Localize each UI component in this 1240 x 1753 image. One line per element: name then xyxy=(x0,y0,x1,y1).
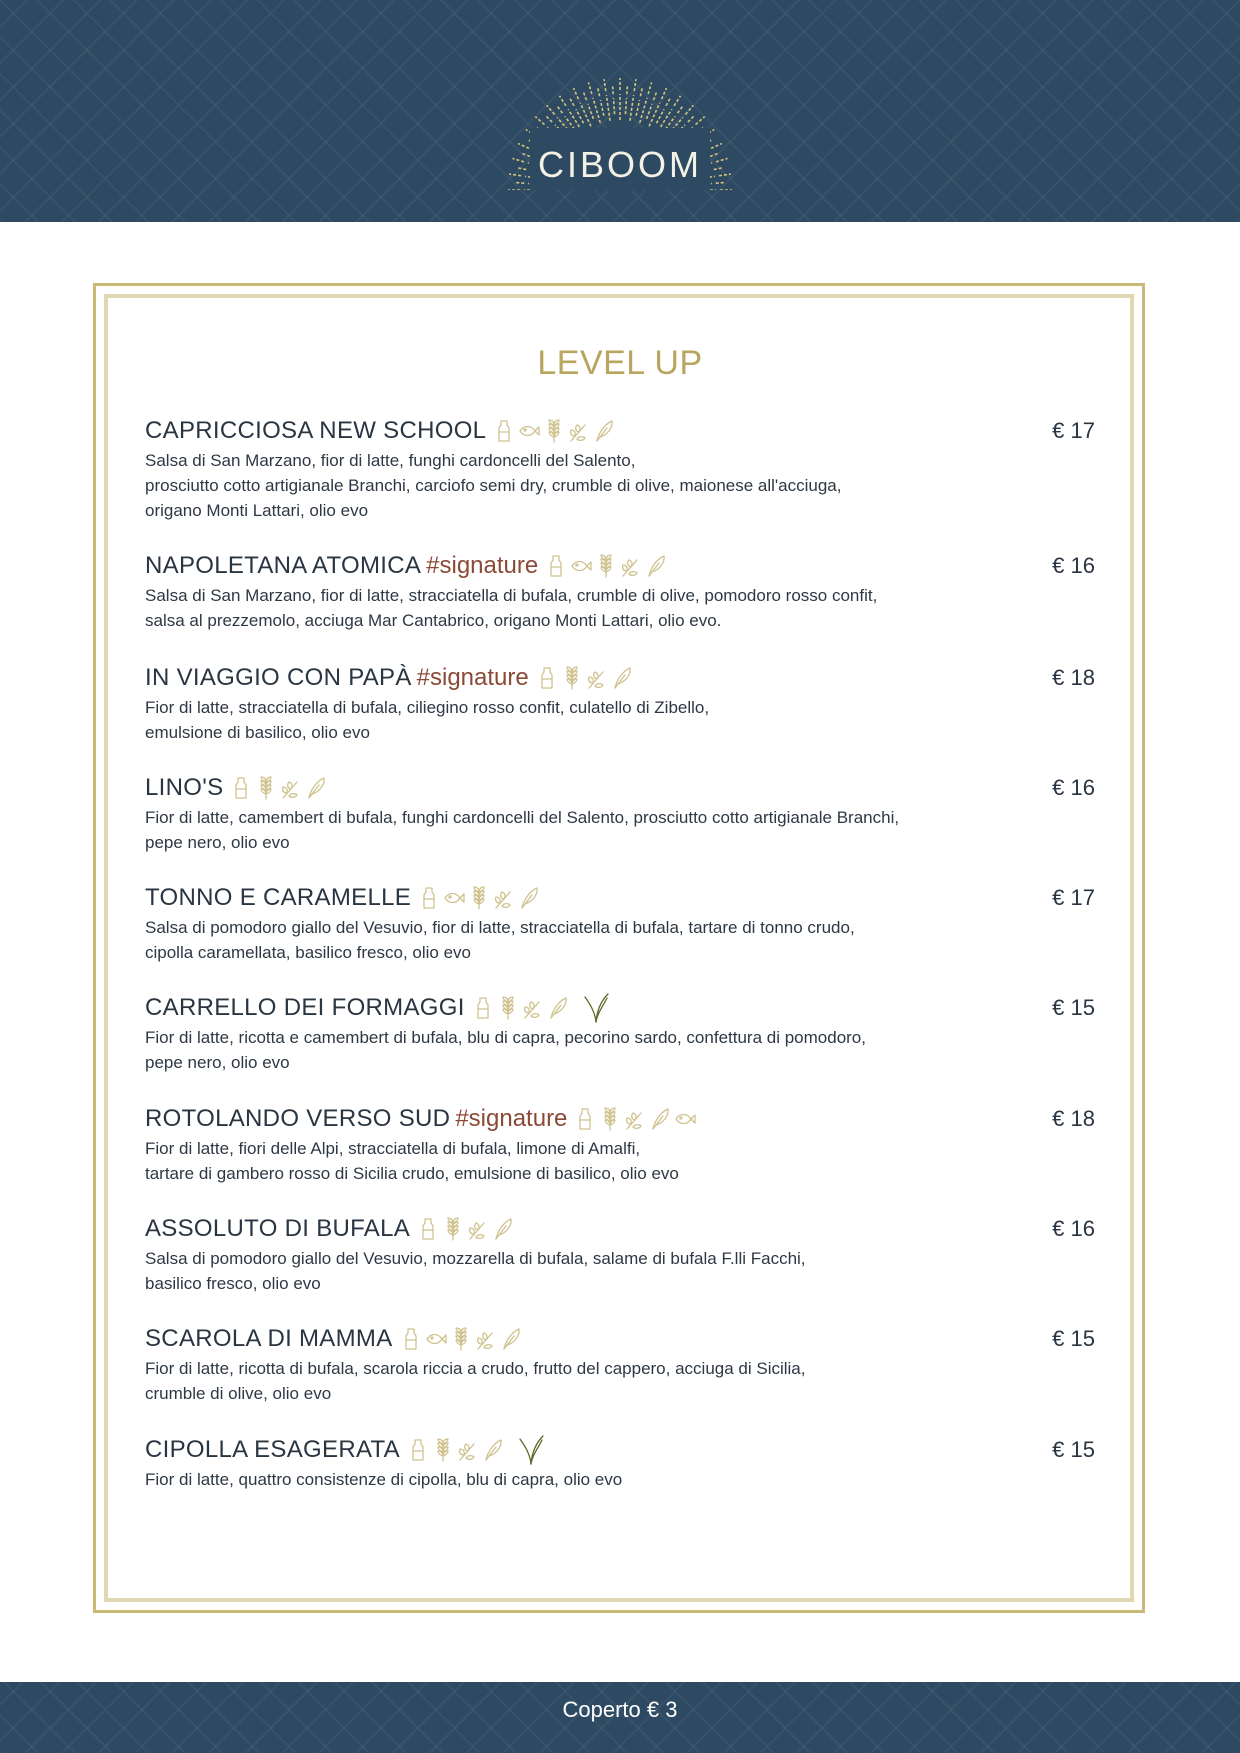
wheat-icon xyxy=(431,1437,455,1463)
menu-item xyxy=(145,881,1095,965)
menu-item-price: € 17 xyxy=(1052,885,1095,910)
fish-icon xyxy=(517,418,541,444)
bottle-icon xyxy=(544,553,568,579)
vegetarian-badge xyxy=(582,992,610,1024)
menu-item-name: CARRELLO DEI FORMAGGI xyxy=(145,994,465,1021)
menu-item xyxy=(145,414,1095,523)
menu-item-description: Salsa di San Marzano, fior di latte, funghi cardoncelli del Salento, prosciutto cotto artigianale Branchi, carciofo semi dry, crumble di olive, maionese all'acciuga, origano Monti Lattari, olio evo xyxy=(145,451,842,520)
menu-item xyxy=(145,1322,1095,1406)
wheat-icon xyxy=(560,665,584,691)
menu-item-description: Fior di latte, ricotta di bufala, scarola riccia a crudo, frutto del cappero, acciuga di Sicilia, crumble di olive, olio evo xyxy=(145,1359,806,1403)
menu-item-price: € 18 xyxy=(1052,1106,1095,1131)
wheat-icon xyxy=(542,418,566,444)
feather-icon xyxy=(517,885,541,911)
fish-icon xyxy=(424,1326,448,1352)
allergen-icons xyxy=(406,1437,505,1463)
bottle-icon xyxy=(535,665,559,691)
bottle-icon xyxy=(416,1216,440,1242)
feather-icon xyxy=(491,1216,515,1242)
menu-item-price: € 16 xyxy=(1052,775,1095,800)
allergen-icons xyxy=(535,665,634,691)
bottle-icon xyxy=(399,1326,423,1352)
leaves-icon xyxy=(619,553,643,579)
menu-item xyxy=(145,1433,1095,1492)
allergen-icons xyxy=(492,418,616,444)
menu-item-price: € 16 xyxy=(1052,553,1095,578)
menu-item-name: IN VIAGGIO CON PAPÀ xyxy=(145,664,412,691)
fish-icon xyxy=(442,885,466,911)
menu-item-price: € 15 xyxy=(1052,1437,1095,1462)
menu-item-description: Fior di latte, camembert di bufala, funghi cardoncelli del Salento, prosciutto cotto artigianale Branchi, pepe nero, olio evo xyxy=(145,808,900,852)
header-band xyxy=(0,0,1240,222)
menu-item-header xyxy=(145,881,1095,915)
menu-item xyxy=(145,661,1095,745)
menu-item-price: € 15 xyxy=(1052,1326,1095,1351)
cover-charge: Coperto € 3 xyxy=(562,1697,678,1722)
menu-item-name: TONNO E CARAMELLE xyxy=(145,884,412,911)
menu-item xyxy=(145,991,1095,1075)
menu-item-name: ASSOLUTO DI BUFALA xyxy=(145,1215,411,1242)
vegetarian-badge xyxy=(517,1434,545,1466)
bottle-icon xyxy=(492,418,516,444)
allergen-icons xyxy=(416,1216,515,1242)
menu-item-header xyxy=(145,991,1095,1025)
menu-item-name: NAPOLETANA ATOMICA xyxy=(145,552,422,579)
wheat-icon xyxy=(441,1216,465,1242)
leaves-icon xyxy=(567,418,591,444)
menu-item-description: Fior di latte, fiori delle Alpi, stracciatella di bufala, limone di Amalfi, tartare di gambero rosso di Sicilia crudo, emulsione di basilico, olio evo xyxy=(145,1139,679,1183)
menu-item-name: CIPOLLA ESAGERATA xyxy=(145,1436,400,1463)
menu-item-description: Fior di latte, ricotta e camembert di bufala, blu di capra, pecorino sardo, confettura di pomodoro, pepe nero, olio evo xyxy=(145,1028,866,1072)
bottle-icon xyxy=(417,885,441,911)
vegetarian-sprout-icon xyxy=(582,992,610,1024)
menu-item xyxy=(145,1212,1095,1296)
feather-icon xyxy=(304,775,328,801)
section-title: LEVEL UP xyxy=(537,344,703,382)
menu-item-price: € 16 xyxy=(1052,1216,1095,1241)
menu-item-price: € 15 xyxy=(1052,995,1095,1020)
feather-icon xyxy=(648,1106,672,1132)
menu-item xyxy=(145,549,1095,633)
menu-item-header xyxy=(145,771,1095,805)
menu-item-header xyxy=(145,661,1095,695)
feather-icon xyxy=(610,665,634,691)
menu-item-description: Salsa di pomodoro giallo del Vesuvio, fior di latte, stracciatella di bufala, tartare di tonno crudo, cipolla caramellata, basilico fresco, olio evo xyxy=(145,918,855,962)
signature-tag: #signature xyxy=(416,664,529,691)
menu-item-header xyxy=(145,1102,1095,1136)
signature-tag: #signature xyxy=(455,1105,568,1132)
bottle-icon xyxy=(471,995,495,1021)
feather-icon xyxy=(546,995,570,1021)
feather-icon xyxy=(644,553,668,579)
allergen-icons xyxy=(399,1326,523,1352)
wheat-icon xyxy=(449,1326,473,1352)
wheat-icon xyxy=(254,775,278,801)
menu-item-price: € 18 xyxy=(1052,665,1095,690)
signature-tag: #signature xyxy=(426,552,539,579)
menu-item-header xyxy=(145,1433,1095,1467)
leaves-icon xyxy=(279,775,303,801)
leaves-icon xyxy=(474,1326,498,1352)
allergen-icons xyxy=(229,775,328,801)
menu-item-description: Fior di latte, quattro consistenze di cipolla, blu di capra, olio evo xyxy=(145,1470,623,1489)
fish-icon xyxy=(673,1106,697,1132)
menu-item-header xyxy=(145,549,1095,583)
allergen-icons xyxy=(471,995,570,1021)
wheat-icon xyxy=(467,885,491,911)
menu-item xyxy=(145,771,1095,855)
menu-item-price: € 17 xyxy=(1052,418,1095,443)
brand-name: CIBOOM xyxy=(537,144,702,185)
feather-icon xyxy=(499,1326,523,1352)
leaves-icon xyxy=(623,1106,647,1132)
feather-icon xyxy=(481,1437,505,1463)
menu-item xyxy=(145,1102,1095,1186)
menu-item-description: Salsa di pomodoro giallo del Vesuvio, mozzarella di bufala, salame di bufala F.lli Facchi, basilico fresco, olio evo xyxy=(145,1249,806,1293)
wheat-icon xyxy=(598,1106,622,1132)
bottle-icon xyxy=(229,775,253,801)
menu-item-name: LINO'S xyxy=(145,774,224,801)
feather-icon xyxy=(592,418,616,444)
allergen-icons xyxy=(573,1106,697,1132)
leaves-icon xyxy=(466,1216,490,1242)
wheat-icon xyxy=(594,553,618,579)
menu-item-header xyxy=(145,1322,1095,1356)
menu-item-description: Fior di latte, stracciatella di bufala, ciliegino rosso confit, culatello di Zibello, emulsione di basilico, olio evo xyxy=(145,698,710,742)
bottle-icon xyxy=(573,1106,597,1132)
leaves-icon xyxy=(492,885,516,911)
menu-item-header xyxy=(145,1212,1095,1246)
allergen-icons xyxy=(544,553,668,579)
vegetarian-sprout-icon xyxy=(517,1434,545,1466)
menu-item-name: SCAROLA DI MAMMA xyxy=(145,1325,393,1352)
wheat-icon xyxy=(496,995,520,1021)
bottle-icon xyxy=(406,1437,430,1463)
leaves-icon xyxy=(585,665,609,691)
menu-item-name: CAPRICCIOSA NEW SCHOOL xyxy=(145,417,487,444)
fish-icon xyxy=(569,553,593,579)
menu-item-name: ROTOLANDO VERSO SUD xyxy=(145,1105,451,1132)
menu-item-header xyxy=(145,414,1095,448)
menu-item-description: Salsa di San Marzano, fior di latte, stracciatella di bufala, crumble di olive, pomodoro rosso confit, salsa al prezzemolo, acciuga Mar Cantabrico, origano Monti Lattari, olio evo. xyxy=(145,586,878,630)
leaves-icon xyxy=(456,1437,480,1463)
allergen-icons xyxy=(417,885,541,911)
leaves-icon xyxy=(521,995,545,1021)
